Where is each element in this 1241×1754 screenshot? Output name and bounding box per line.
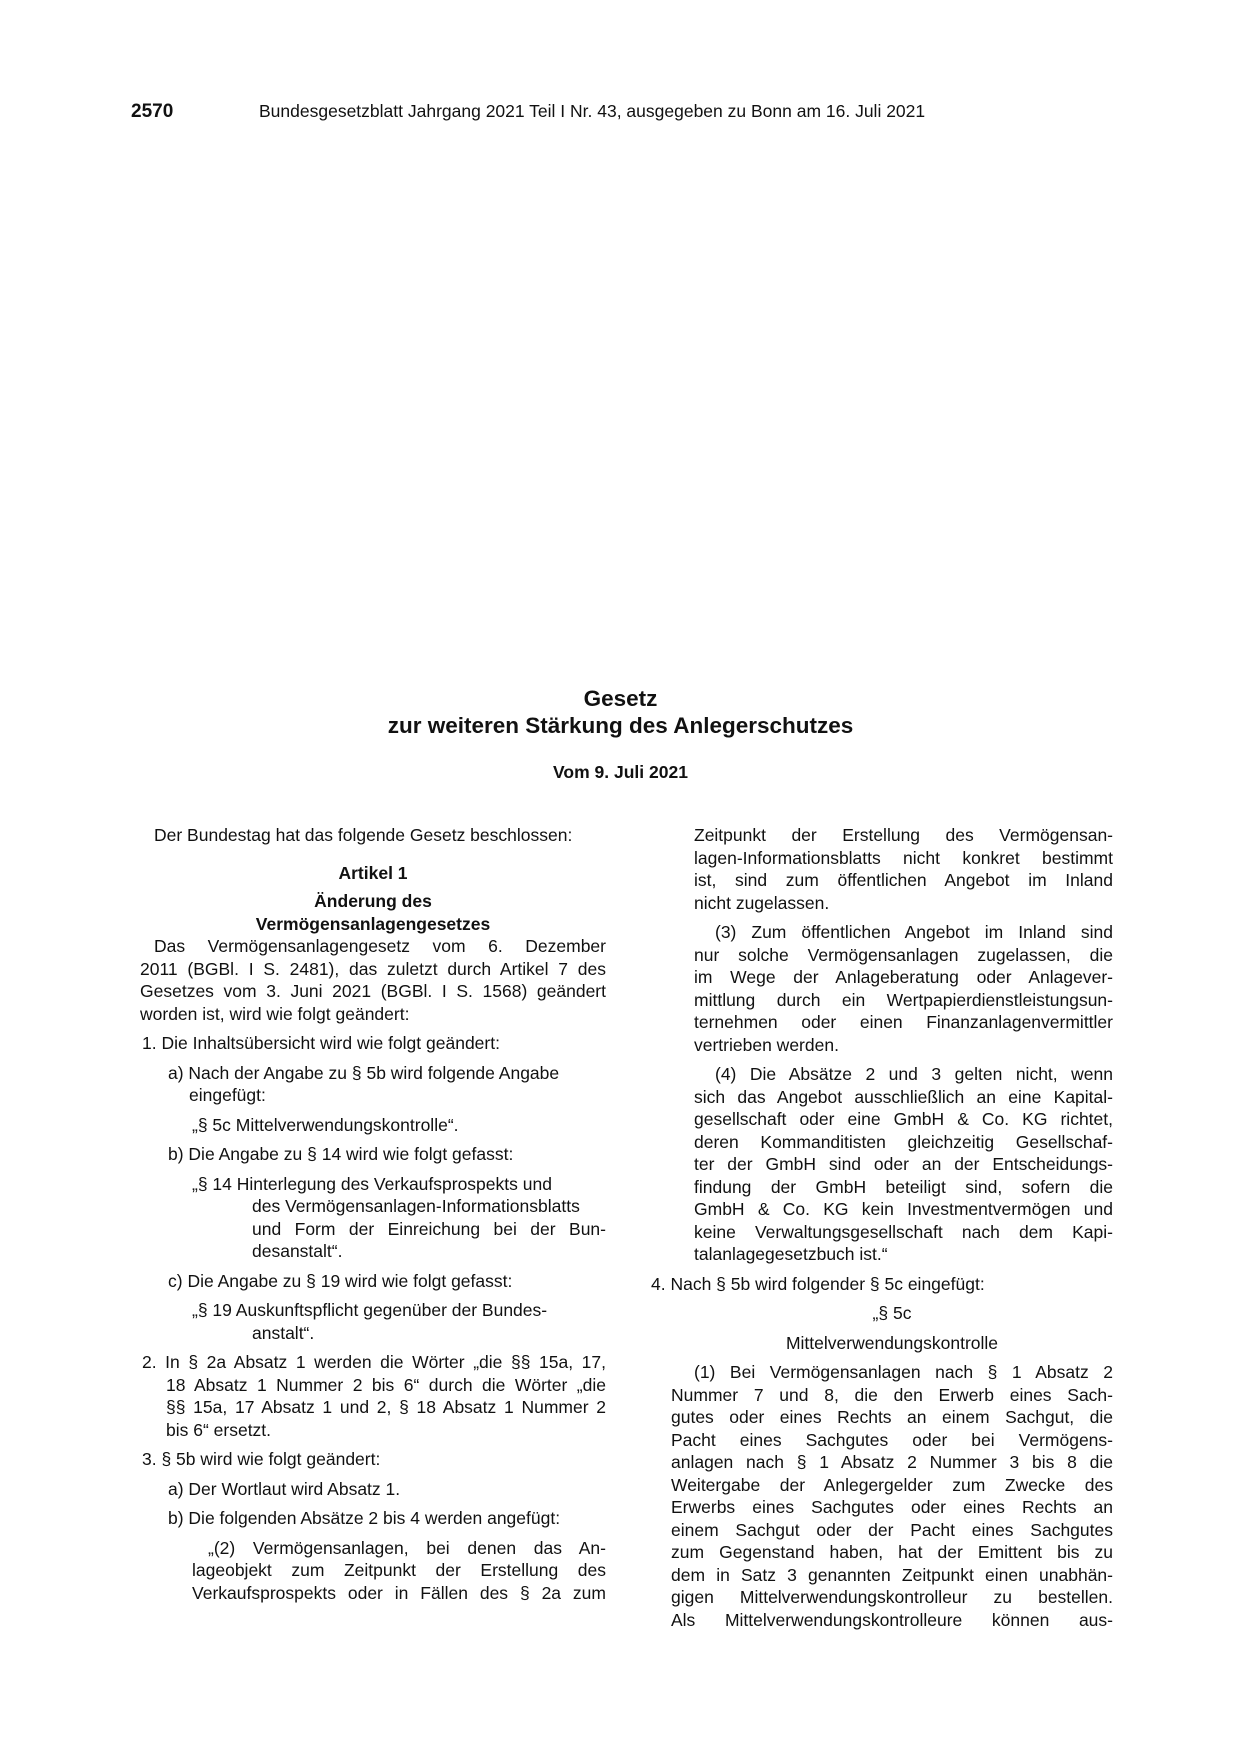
text-line: Pacht eines Sachgutes oder bei Vermögens- bbox=[671, 1429, 1113, 1450]
text-line: im Wege der Anlageberatung oder Anlagever- bbox=[694, 967, 1113, 987]
text-line: (4) Die Absätze 2 und 3 gelten nicht, wenn bbox=[715, 1064, 1113, 1084]
text-line: gigen Mittelverwendungskontrolleur zu bestellen. bbox=[671, 1587, 1113, 1607]
text-line: talanlagegesetzbuch ist.“ bbox=[694, 1244, 888, 1264]
list-item: a) Nach der Angabe zu § 5b wird folgende Angabe bbox=[168, 1062, 560, 1083]
list-item: 4. Nach § 5b wird folgender § 5c eingefügt: bbox=[651, 1273, 985, 1294]
text-line: vertrieben werden. bbox=[694, 1034, 839, 1055]
list-item: 3. § 5b wird wie folgt geändert: bbox=[142, 1449, 381, 1469]
text-line: Erwerbs eines Sachgutes oder eines Rechts an bbox=[671, 1497, 1113, 1517]
text-line: des Vermögensanlagen-Informationsblatts bbox=[252, 1196, 580, 1216]
article-label: Artikel 1 bbox=[338, 862, 408, 883]
running-head: Bundesgesetzblatt Jahrgang 2021 Teil I Nr. 43, ausgegeben zu Bonn am 16. Juli 2021 bbox=[259, 101, 926, 121]
left-column bbox=[140, 824, 606, 1604]
text-line: ter der GmbH sind oder an der Entscheidungs- bbox=[694, 1154, 1113, 1174]
text-line: ist, sind zum öffentlichen Angebot im Inland bbox=[694, 870, 1113, 890]
section-label: „§ 5c bbox=[872, 1303, 912, 1323]
text-line: sich das Angebot ausschließlich an eine Kapital- bbox=[694, 1086, 1113, 1107]
text-line: keine Verwaltungsgesellschaft nach dem Kapi- bbox=[694, 1221, 1113, 1242]
text-line: Als Mittelverwendungskontrolleure können aus- bbox=[671, 1609, 1113, 1630]
list-item: „§ 14 Hinterlegung des Verkaufsprospekts und bbox=[192, 1173, 552, 1194]
article-title-line-1: Änderung des bbox=[314, 891, 432, 911]
text-line: Gesetzes vom 3. Juni 2021 (BGBl. I S. 1568) geändert bbox=[140, 981, 606, 1001]
text-line: deren Kommanditisten gleichzeitig Gesellschaf- bbox=[694, 1131, 1113, 1152]
text-line: Zeitpunkt der Erstellung des Vermögensan- bbox=[694, 825, 1113, 845]
text-line: gutes oder eines Rechts an einem Sachgut, die bbox=[671, 1407, 1113, 1427]
text-line: zum Gegenstand haben, hat der Emittent bis zu bbox=[671, 1542, 1113, 1562]
right-column bbox=[651, 824, 1113, 1631]
list-item: c) Die Angabe zu § 19 wird wie folgt gefasst: bbox=[168, 1270, 513, 1291]
text-line: gesellschaft oder eine GmbH & Co. KG richtet, bbox=[694, 1109, 1113, 1129]
text-line: bis 6“ ersetzt. bbox=[166, 1419, 272, 1440]
text-line: (3) Zum öffentlichen Angebot im Inland sind bbox=[715, 922, 1113, 942]
page-number: 2570 bbox=[131, 101, 174, 122]
text-line: einem Sachgut oder der Pacht eines Sachgutes bbox=[671, 1519, 1113, 1540]
law-date: Vom 9. Juli 2021 bbox=[553, 762, 688, 782]
article-title-line-2: Vermögensanlagengesetzes bbox=[255, 913, 491, 934]
text-line: GmbH & Co. KG kein Investmentvermögen und bbox=[694, 1199, 1113, 1219]
text-line: lagen-Informationsblatts nicht konkret bestimmt bbox=[694, 847, 1113, 868]
section-title: Mittelverwendungskontrolle bbox=[785, 1332, 999, 1353]
list-item: b) Die folgenden Absätze 2 bis 4 werden angefügt: bbox=[168, 1508, 561, 1528]
law-title-line-1: Gesetz bbox=[583, 686, 658, 711]
text-line: worden ist, wird wie folgt geändert: bbox=[140, 1003, 410, 1024]
text-line: mittlung durch ein Wertpapierdienstleistungsun- bbox=[694, 989, 1113, 1010]
text-line: Das Vermögensanlagengesetz vom 6. Dezember bbox=[154, 936, 606, 956]
law-title-line-2: zur weiteren Stärkung des Anlegerschutzes bbox=[387, 713, 854, 738]
text-line: desanstalt“. bbox=[252, 1241, 343, 1261]
text-line: Weitergabe der Anlegergelder zum Zwecke des bbox=[671, 1474, 1113, 1495]
text-line: ternehmen oder einen Finanzanlagenvermittler bbox=[694, 1012, 1113, 1032]
enactment-clause: Der Bundestag hat das folgende Gesetz beschlossen: bbox=[154, 825, 573, 845]
text-line: anstalt“. bbox=[252, 1322, 315, 1343]
text-line: §§ 15a, 17 Absatz 1 und 2, § 18 Absatz 1 Nummer 2 bbox=[166, 1397, 606, 1417]
text-line: lageobjekt zum Zeitpunkt der Erstellung des bbox=[192, 1560, 606, 1580]
text-line: dem in Satz 3 genannten Zeitpunkt einen unabhän- bbox=[671, 1564, 1113, 1585]
list-item: 1. Die Inhaltsübersicht wird wie folgt geändert: bbox=[142, 1033, 500, 1053]
text-line: und Form der Einreichung bei der Bun- bbox=[252, 1218, 606, 1239]
text-line: nur solche Vermögensanlagen zugelassen, die bbox=[694, 944, 1113, 965]
text-line: 18 Absatz 1 Nummer 2 bis 6“ durch die Wörter „die bbox=[166, 1374, 606, 1395]
text-line: Verkaufsprospekts oder in Fällen des § 2a zum bbox=[192, 1582, 606, 1603]
text-line: findung der GmbH beteiligt sind, sofern die bbox=[694, 1176, 1113, 1197]
text-line: Nummer 7 und 8, die den Erwerb eines Sach- bbox=[671, 1384, 1113, 1405]
text-line: anlagen nach § 1 Absatz 2 Nummer 3 bis 8 die bbox=[671, 1452, 1113, 1472]
text-line: nicht zugelassen. bbox=[694, 892, 830, 913]
list-item: a) Der Wortlaut wird Absatz 1. bbox=[168, 1478, 401, 1499]
text-line: „(2) Vermögensanlagen, bei denen das An- bbox=[208, 1537, 606, 1558]
list-item: „§ 19 Auskunftspflicht gegenüber der Bundes- bbox=[192, 1300, 548, 1320]
text-line: (1) Bei Vermögensanlagen nach § 1 Absatz 2 bbox=[694, 1362, 1113, 1382]
list-item: 2. In § 2a Absatz 1 werden die Wörter „die §§ 15a, 17, bbox=[142, 1352, 606, 1372]
list-item: b) Die Angabe zu § 14 wird wie folgt gefasst: bbox=[168, 1144, 514, 1164]
text-line: eingefügt: bbox=[189, 1085, 266, 1105]
list-item: „§ 5c Mittelverwendungskontrolle“. bbox=[192, 1114, 459, 1135]
text-line: 2011 (BGBl. I S. 2481), das zuletzt durch Artikel 7 des bbox=[140, 958, 606, 979]
